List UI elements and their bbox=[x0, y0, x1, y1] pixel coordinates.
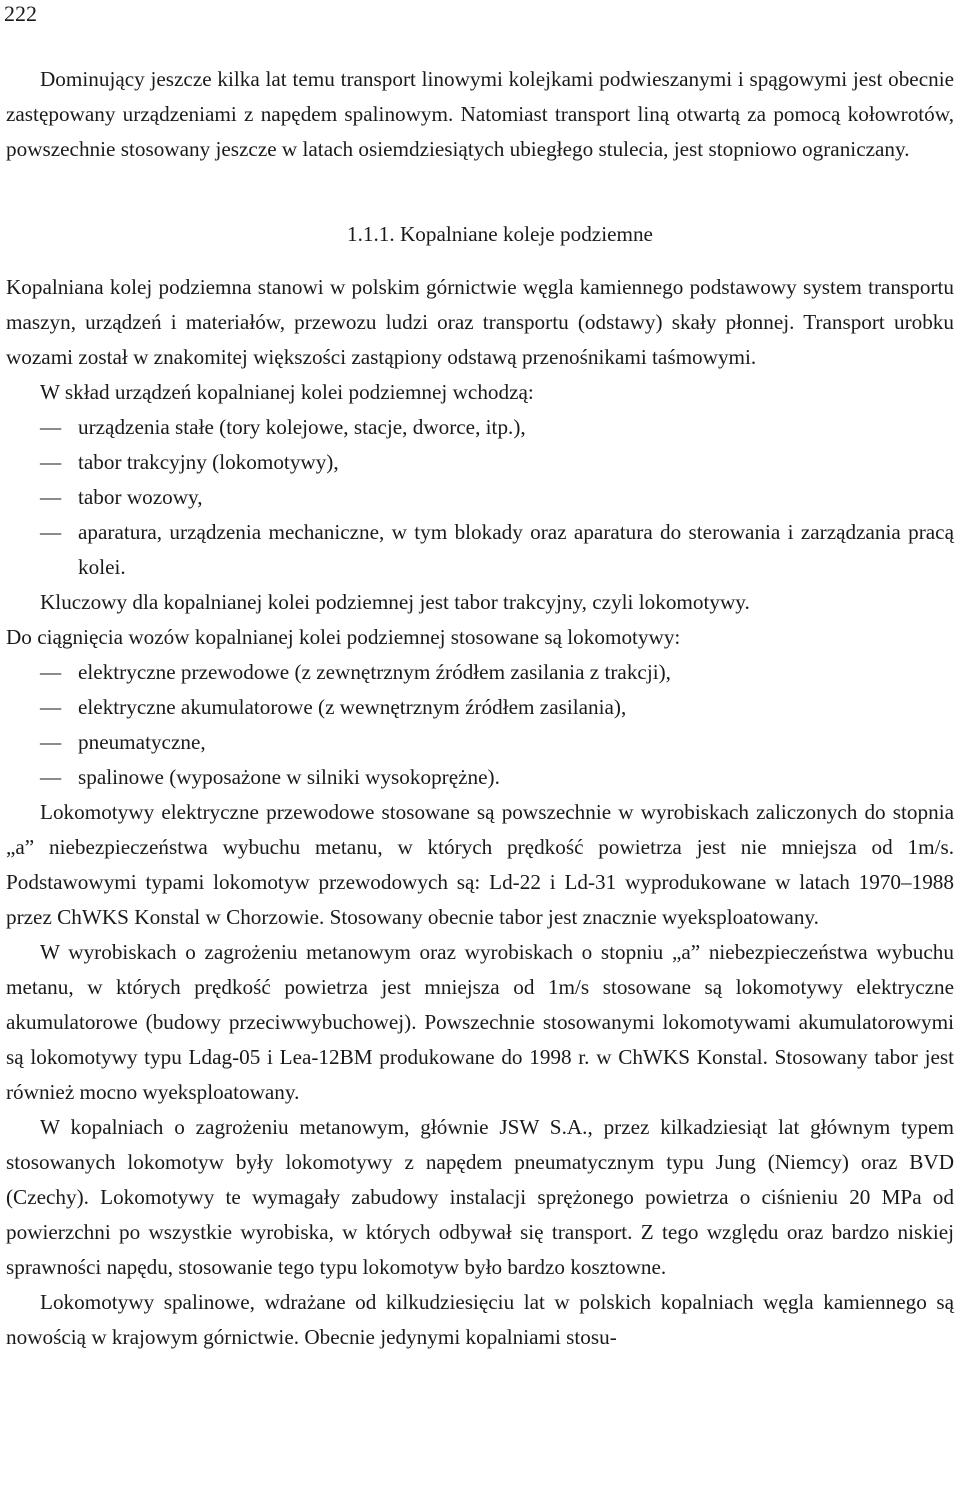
paragraph-diesel-locomotives: Lokomotywy spalinowe, wdrażane od kilkudziesięciu lat w polskich kopalniach węgla kamiennego są nowością w krajowym górnictwie. Obecnie jedynymi kopalniami stosu- bbox=[6, 1290, 954, 1349]
locomotive-types-list bbox=[6, 655, 954, 795]
dash-marker: — bbox=[40, 415, 62, 439]
paragraph-battery-locomotives: W wyrobiskach o zagrożeniu metanowym oraz wyrobiskach o stopniu „a” niebezpieczeństwa wybuchu metanu, w których prędkość powietrza jest mniejsza od 1m/s stosowane są lokomotywy elektryczne akumulatorowe (budowy przeciwwybuchowej). Powszechnie stosowanymi lokomotywami akumulatorowymi są lokomotywy typu Ldag-05 i Lea-12BM produkowane do 1998 r. w ChWKS Konstal. Stosowany tabor jest również mocno wyeksploatowany. bbox=[6, 940, 954, 1104]
section-heading: 1.1.1. Kopalniane koleje podziemne bbox=[347, 222, 653, 246]
paragraph-locomotive-types-intro: Do ciągnięcia wozów kopalnianej kolei podziemnej stosowane są lokomotywy: bbox=[6, 625, 681, 649]
list-item: — elektryczne przewodowe (z zewnętrznym źródłem zasilania z trakcji), bbox=[6, 655, 954, 690]
paragraph-trolley-locomotives: Lokomotywy elektryczne przewodowe stosowane są powszechnie w wyrobiskach zaliczonych do stopnia „a” niebezpieczeństwa wybuchu metanu, w których prędkość powietrza jest nie mniejsza od 1m/s. Podstawowymi typami lokomotyw przewodowych są: Ld-22 i Ld-31 wyprodukowane w latach 1970–1988 przez ChWKS Konstal w Chorzowie. Stosowany obecnie tabor jest znacznie wyeksploatowany. bbox=[6, 800, 954, 929]
list-item: — pneumatyczne, bbox=[6, 725, 954, 760]
dash-marker: — bbox=[40, 730, 62, 754]
list-item: — tabor wozowy, bbox=[6, 480, 954, 515]
dash-marker: — bbox=[40, 520, 62, 544]
list-item: — spalinowe (wyposażone w silniki wysokoprężne). bbox=[6, 760, 954, 795]
page-body bbox=[6, 62, 954, 1355]
dash-marker: — bbox=[40, 485, 62, 509]
page-number: 222 bbox=[4, 1, 37, 26]
spacer bbox=[6, 252, 954, 270]
list-item: — urządzenia stałe (tory kolejowe, stacje, dworce, itp.), bbox=[6, 410, 954, 445]
intro-paragraph: Dominujący jeszcze kilka lat temu transport linowymi kolejkami podwieszanymi i spągowymi jest obecnie zastępowany urządzeniami z napędem spalinowym. Natomiast transport liną otwartą za pomocą kołowrotów, powszechnie stosowany jeszcze w latach osiemdziesiątych ubiegłego stulecia, jest stopniowo ograniczany. bbox=[6, 67, 954, 161]
paragraph-components-intro: W skład urządzeń kopalnianej kolei podziemnej wchodzą: bbox=[40, 380, 534, 404]
dash-marker: — bbox=[40, 660, 62, 684]
list-item: — aparatura, urządzenia mechaniczne, w tym blokady oraz aparatura do sterowania i zarządzania pracą kolei. bbox=[6, 515, 954, 585]
paragraph-pneumatic-locomotives: W kopalniach o zagrożeniu metanowym, głównie JSW S.A., przez kilkadziesiąt lat głównym typem stosowanych lokomotyw były lokomotywy z napędem pneumatycznym typu Jung (Niemcy) oraz BVD (Czechy). Lokomotywy te wymagały zabudowy instalacji sprężonego powietrza o ciśnieniu 20 MPa od powierzchni po wszystkie wyrobiska, w których odbywał się transport. Z tego względu oraz bardzo niskiej sprawności napędu, stosowanie tego typu lokomotyw było bardzo kosztowne. bbox=[6, 1115, 954, 1279]
spacer bbox=[6, 167, 954, 217]
paragraph-key-rolling-stock: Kluczowy dla kopalnianej kolei podziemnej jest tabor trakcyjny, czyli lokomotywy. bbox=[40, 590, 750, 614]
list-item: — elektryczne akumulatorowe (z wewnętrznym źródłem zasilania), bbox=[6, 690, 954, 725]
paragraph-rail-system: Kopalniana kolej podziemna stanowi w polskim górnictwie węgla kamiennego podstawowy system transportu maszyn, urządzeń i materiałów, przewozu ludzi oraz transportu (odstawy) skały płonnej. Transport urobku wozami został w znakomitej większości zastąpiony odstawą przenośnikami taśmowymi. bbox=[6, 275, 954, 369]
dash-marker: — bbox=[40, 695, 62, 719]
dash-marker: — bbox=[40, 450, 62, 474]
components-list bbox=[6, 410, 954, 585]
list-item: — tabor trakcyjny (lokomotywy), bbox=[6, 445, 954, 480]
dash-marker: — bbox=[40, 765, 62, 789]
